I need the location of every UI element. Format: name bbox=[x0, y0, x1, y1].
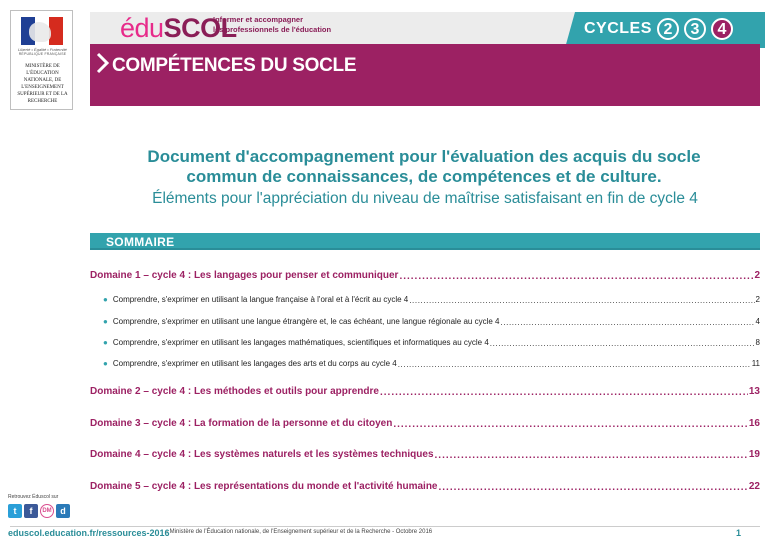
bullet-icon: ● bbox=[103, 317, 108, 326]
footer-text: - Ministère de l'Éducation nationale, de l'Enseignement supérieur et de la Recherche - Octobre 2016 bbox=[166, 529, 433, 535]
toc-page-number: 19 bbox=[748, 449, 760, 460]
sommaire-bar bbox=[90, 233, 760, 250]
ministry-republic: RÉPUBLIQUE FRANÇAISE bbox=[18, 52, 67, 56]
cycle-badge-2: 2 bbox=[657, 18, 679, 40]
toc-entry-text: Domaine 1 – cycle 4 : Les langages pour penser et communiquer bbox=[90, 270, 399, 281]
cycles-label: CYCLES bbox=[584, 20, 652, 37]
ministry-motto: Liberté • Égalité • Fraternité bbox=[18, 47, 67, 52]
bullet-icon: ● bbox=[103, 359, 108, 368]
eduscol-tagline bbox=[213, 15, 363, 35]
toc-page-number: 16 bbox=[748, 418, 760, 429]
toc-leader bbox=[439, 482, 748, 492]
footer-url-link[interactable]: eduscol.education.fr/ressources-2016 bbox=[8, 528, 170, 538]
document-subtitle: Éléments pour l'appréciation du niveau de maîtrise satisfaisant en fin de cycle 4 bbox=[152, 190, 698, 207]
toc-entry-domaine-4[interactable] bbox=[90, 446, 760, 460]
toc-leader bbox=[435, 450, 748, 460]
banner-title: COMPÉTENCES DU SOCLE bbox=[112, 55, 357, 76]
ministry-name: MINISTÈRE DE L'ÉDUCATION NATIONALE, DE L'ENSEIGNEMENT SUPÉRIEUR ET DE LA RECHERCHE bbox=[17, 64, 68, 104]
bullet-icon: ● bbox=[103, 295, 108, 304]
tagline-line-2: les professionnels de l'éducation bbox=[213, 25, 332, 34]
cycles-notch bbox=[565, 12, 575, 48]
marianne-flag-icon bbox=[21, 17, 63, 45]
toc-page-number: 11 bbox=[751, 359, 760, 368]
toc-leader bbox=[380, 387, 748, 397]
toc-entry-text: Comprendre, s'exprimer en utilisant les langages des arts et du corps au cycle 4 bbox=[112, 359, 397, 368]
toc-entry-text: Comprendre, s'exprimer en utilisant les langages mathématiques, scientifiques et informatiques au cycle 4 bbox=[112, 338, 489, 347]
toc-entry-text: Domaine 2 – cycle 4 : Les méthodes et outils pour apprendre bbox=[90, 386, 379, 397]
toc-entry-text: Domaine 5 – cycle 4 : Les représentations du monde et l'activité humaine bbox=[90, 481, 438, 492]
toc-entry-domaine-5[interactable] bbox=[90, 478, 760, 492]
toc-leader bbox=[490, 339, 755, 347]
toc-entry-domaine-1[interactable] bbox=[90, 267, 760, 281]
toc-leader bbox=[501, 318, 755, 326]
document-title-line-2: commun de connaissances, de compétences et de culture. bbox=[186, 167, 662, 186]
cycle-badge-4: 4 bbox=[711, 18, 733, 40]
toc-subentry-langages-scientifiques[interactable] bbox=[103, 335, 760, 347]
toc-subentry-langue-etrangere[interactable] bbox=[103, 314, 760, 326]
facebook-icon[interactable]: f bbox=[24, 504, 38, 518]
chevron-right-icon bbox=[96, 52, 110, 74]
footer-page-number: 1 bbox=[736, 528, 742, 538]
toc-page-number: 4 bbox=[755, 317, 760, 326]
cycle-badge-3: 3 bbox=[684, 18, 706, 40]
delicious-icon[interactable]: d bbox=[56, 504, 70, 518]
bullet-icon: ● bbox=[103, 338, 108, 347]
toc-entry-text: Comprendre, s'exprimer en utilisant une langue étrangère et, le cas échéant, une langue régionale au cycle 4 bbox=[112, 317, 500, 326]
sommaire-label: SOMMAIRE bbox=[106, 235, 175, 249]
tagline-line-1: Informer et accompagner bbox=[213, 15, 304, 24]
toc-leader bbox=[398, 360, 751, 368]
toc-entry-text: Comprendre, s'exprimer en utilisant la langue française à l'oral et à l'écrit au cycle 4 bbox=[112, 295, 409, 304]
toc-entry-domaine-3[interactable] bbox=[90, 415, 760, 429]
toc-entry-text: Domaine 4 – cycle 4 : Les systèmes naturels et les systèmes techniques bbox=[90, 449, 434, 460]
toc-leader bbox=[393, 419, 748, 429]
logo-edu: édu bbox=[120, 13, 164, 43]
toc-entry-domaine-2[interactable] bbox=[90, 383, 760, 397]
share-label: Retrouvez Éduscol sur bbox=[8, 494, 59, 500]
toc-subentry-arts-corps[interactable] bbox=[103, 356, 760, 368]
toc-leader bbox=[409, 296, 754, 304]
toc-page-number: 13 bbox=[748, 386, 760, 397]
twitter-icon[interactable]: t bbox=[8, 504, 22, 518]
toc-page-number: 2 bbox=[755, 295, 760, 304]
toc-entry-text: Domaine 3 – cycle 4 : La formation de la personne et du citoyen bbox=[90, 418, 393, 429]
toc-page-number: 8 bbox=[755, 338, 760, 347]
toc-page-number: 2 bbox=[754, 270, 760, 281]
dailymotion-icon[interactable]: DM bbox=[40, 504, 54, 518]
document-title-line-1: Document d'accompagnement pour l'évaluation des acquis du socle bbox=[147, 147, 701, 166]
logo-scol: SCOL bbox=[163, 13, 237, 43]
toc-subentry-langue-francaise[interactable] bbox=[103, 292, 760, 304]
document-title bbox=[0, 147, 768, 187]
ministry-logo bbox=[10, 10, 73, 110]
toc-page-number: 22 bbox=[748, 481, 760, 492]
toc-leader bbox=[399, 271, 753, 281]
